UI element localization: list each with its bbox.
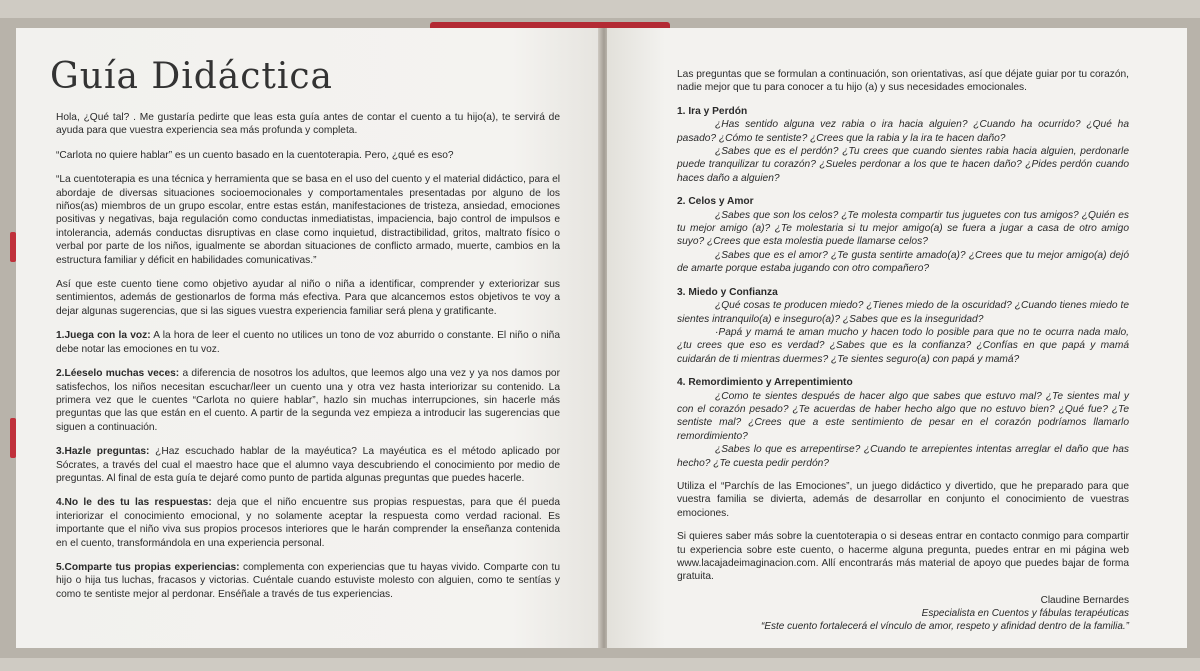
question-item: ¿Sabes que son los celos? ¿Te molesta compartir tus juguetes con tus amigos? ¿Quién es tu mejor amigo (a)? ¿Te molestaria si tu mejor amigo(a) se fuera a jugar a casa de otro amigo suyo? ¿Crees que esta molestia puede llamarse celos? bbox=[677, 209, 1129, 248]
section-ira-perdon bbox=[677, 105, 1129, 185]
question-item: ¿Sabes que es el amor? ¿Te gusta sentirte amado(a)? ¿Crees que tu mejor amigo(a) dejó de amarte porque estaba jugando con otro compañero? bbox=[677, 249, 1129, 275]
question-item: ¿Qué cosas te producen miedo? ¿Tienes miedo de la oscuridad? ¿Cuando tienes miedo te sientes intranquilo(a) e inseguro(a)? ¿Sabes que es la inseguridad? bbox=[677, 300, 1129, 325]
question-item: ¿Sabes que es el perdón? ¿Tu crees que cuando sientes rabia hacia alguien, perdonarle puede tranquilizar tu corazón? ¿Sueles perdonar a los que te hacen daño? ¿Pides perdón cuando haces daño a alguien? bbox=[677, 146, 1129, 184]
tip-text: a diferencia de nosotros los adultos, que leemos algo una vez y ya nos damos por satisfechos, los niños necesitan escuchar/leer un cuento una y otra vez hasta interiorizar su contenido. La primera vez que le cuentes “Carlota no quiere hablar”, hazlo sin muchas interrupciones, sin hacerle más preguntas que las que están en el cuento. A partir de la segunda vez empieza a introducir las sugerencias que siguen a continuación. bbox=[56, 368, 560, 433]
tip-text: A la hora de leer el cuento no utilices un tono de voz aburrido o constante. El niño o niña debe notar las emociones en tu voz. bbox=[56, 330, 560, 355]
questions-intro: Las preguntas que se formulan a continuación, son orientativas, así que déjate guiar por tu corazón, nadie mejor que tu para conocer a tu hijo (a) y sus necesidades emocionales. bbox=[677, 69, 1129, 94]
section-heading: 3. Miedo y Confianza bbox=[677, 286, 778, 298]
question-item: ¿Como te sientes después de hacer algo que sabes que estuvo mal? ¿Te sientes mal y con el corazón pesado? ¿Te acuerdas de haber hecho algo que no estuvo bien? ¿Qué fue? ¿Te sentiste mal? ¿Crees que a este sentimiento de pesar en el corazón podríamos llamarlo remordimiento? bbox=[677, 390, 1129, 442]
page-edge-mark bbox=[10, 418, 16, 458]
parchis-paragraph: Utiliza el “Parchís de las Emociones”, un juego didáctico y divertido, que he preparado para que vuestra familia se divierta, además de desarrollar en conjunto el conocimiento de vuestras emociones. bbox=[677, 480, 1129, 519]
tip-heading: 3.Hazle preguntas: bbox=[56, 446, 150, 458]
definition-paragraph: “La cuentoterapia es una técnica y herramienta que se basa en el uso del cuento y el material didáctico, para el abordaje de diversas situaciones socioemocionales y comportamentales presentadas por alguno de los niños(as) miembros de un grupo escolar, entre estas están, manifestaciones de tristeza, ansiedad, emociones positivas y negativas, baja regulación como conductas inmediatistas, impaciencia, bajo control de impulsos e intolerancia, además conductas disruptivas en clase como inquietud, distractibilidad, gritos, maltrato físico o verbal por parte de los niños, igualmente se abordan situaciones de conflicto armado, muerte, cambios en la estructura familiar y déficit en habilidades comunicativas.” bbox=[56, 174, 560, 266]
section-heading: 2. Celos y Amor bbox=[677, 196, 754, 208]
objectives-paragraph: Así que este cuento tiene como objetivo ayudar al niño o niña a identificar, comprender y exteriorizar sus sentimientos, además de gestionarlos de forma más efectiva. Para que alcancemos estos objetivos te voy a dejar algunas sugerencias, que si las sigues vuestra experiencia familiar será plena y gratificante. bbox=[56, 279, 560, 317]
tip-heading: 4.No le des tu las respuestas: bbox=[56, 497, 212, 509]
question-item: ¿Sabes lo que es arrepentirse? ¿Cuando te arrepientes intentas arreglar el daño que has hecho? ¿Te cuesta pedir perdón? bbox=[677, 444, 1129, 469]
left-page bbox=[16, 28, 600, 648]
contact-paragraph: Si quieres saber más sobre la cuentoterapia o si deseas entrar en contacto conmigo para compartir tu experiencia sobre este cuento, o hacerme alguna pregunta, puedes entrar en mi página web www.lacajadeimaginacion.com. Allí encontrarás más material de apoyo que puedes bajar de forma gratuita. bbox=[677, 531, 1129, 583]
tip-text: complementa con experiencias que tu hayas vivido. Comparte con tu hijo o hija tus luchas, fracasos y victorias. Cuéntale cuando estuviste molesto con alguien, como te sentías y como te sentiste mejor al perdonar. Enséñale a través de tus experiencias. bbox=[56, 561, 560, 600]
tip-text: deja que el niño encuentre sus propias respuestas, para que él pueda interiorizar el conocimiento emocional, y no solamente aceptar la respuesta como verdad racional. Es importante que el niño viva sus propios procesos interiores que le harán comprender la enseñanza contenida en el cuento, transformándola en una experiencia personal. bbox=[56, 497, 560, 549]
tip-4 bbox=[56, 496, 560, 550]
author-role: Especialista en Cuentos y fábulas terapéuticas bbox=[921, 607, 1129, 619]
tip-heading: 1.Juega con la voz: bbox=[56, 330, 151, 342]
tip-heading: 2.Léeselo muchas veces: bbox=[56, 368, 180, 380]
tip-5 bbox=[56, 561, 560, 601]
page-title: Guía Didáctica bbox=[50, 56, 334, 97]
question-paragraph: “Carlota no quiere hablar” es un cuento basado en la cuentoterapia. Pero, ¿qué es eso? bbox=[56, 149, 454, 161]
author-name: Claudine Bernardes bbox=[1040, 594, 1129, 606]
section-miedo-confianza bbox=[677, 286, 1129, 366]
section-celos-amor bbox=[677, 195, 1129, 275]
tip-3 bbox=[56, 445, 560, 485]
tip-heading: 5.Comparte tus propias experiencias: bbox=[56, 561, 240, 573]
right-page bbox=[607, 28, 1187, 648]
tip-text: ¿Haz escuchado hablar de la mayéutica? La mayéutica es el método aplicado por Sócrates, a través del cual el maestro hace que el alumno vaya descubriendo el conocimiento por medio de preguntas. Al final de esta guía te dejaré como punto de partida algunas preguntas que puedes hacerle. bbox=[56, 446, 560, 484]
section-heading: 1. Ira y Perdón bbox=[677, 105, 748, 117]
tip-2 bbox=[56, 367, 560, 434]
tip-1 bbox=[56, 329, 560, 356]
question-item: ¿Has sentido alguna vez rabia o ira hacia alguien? ¿Cuando ha ocurrido? ¿Qué ha pasado? ¿Cómo te sentiste? ¿Crees que la rabia y la ira te hacen daño? bbox=[677, 119, 1129, 144]
page-edge-mark bbox=[10, 232, 16, 262]
intro-paragraph: Hola, ¿Qué tal? . Me gustaría pedirte que leas esta guía antes de contar el cuento a tu hijo(a), te servirá de ayuda para que vuestra experiencia sea más profunda y completa. bbox=[56, 112, 560, 137]
author-quote: “Este cuento fortalecerá el vínculo de amor, respeto y afinidad dentro de la familia.” bbox=[761, 620, 1129, 632]
section-heading: 4. Remordimiento y Arrepentimiento bbox=[677, 377, 853, 389]
question-item: ·Papá y mamá te aman mucho y hacen todo lo posible para que no te ocurra nada malo, ¿tu crees que eso es verdad? ¿Sabes que es la confianza? ¿Confías en que papá y mamá cuidarán de ti mientras duermes? ¿Te sientes seguro(a) con papá y mamá? bbox=[677, 326, 1129, 365]
section-remordimiento bbox=[677, 376, 1129, 470]
